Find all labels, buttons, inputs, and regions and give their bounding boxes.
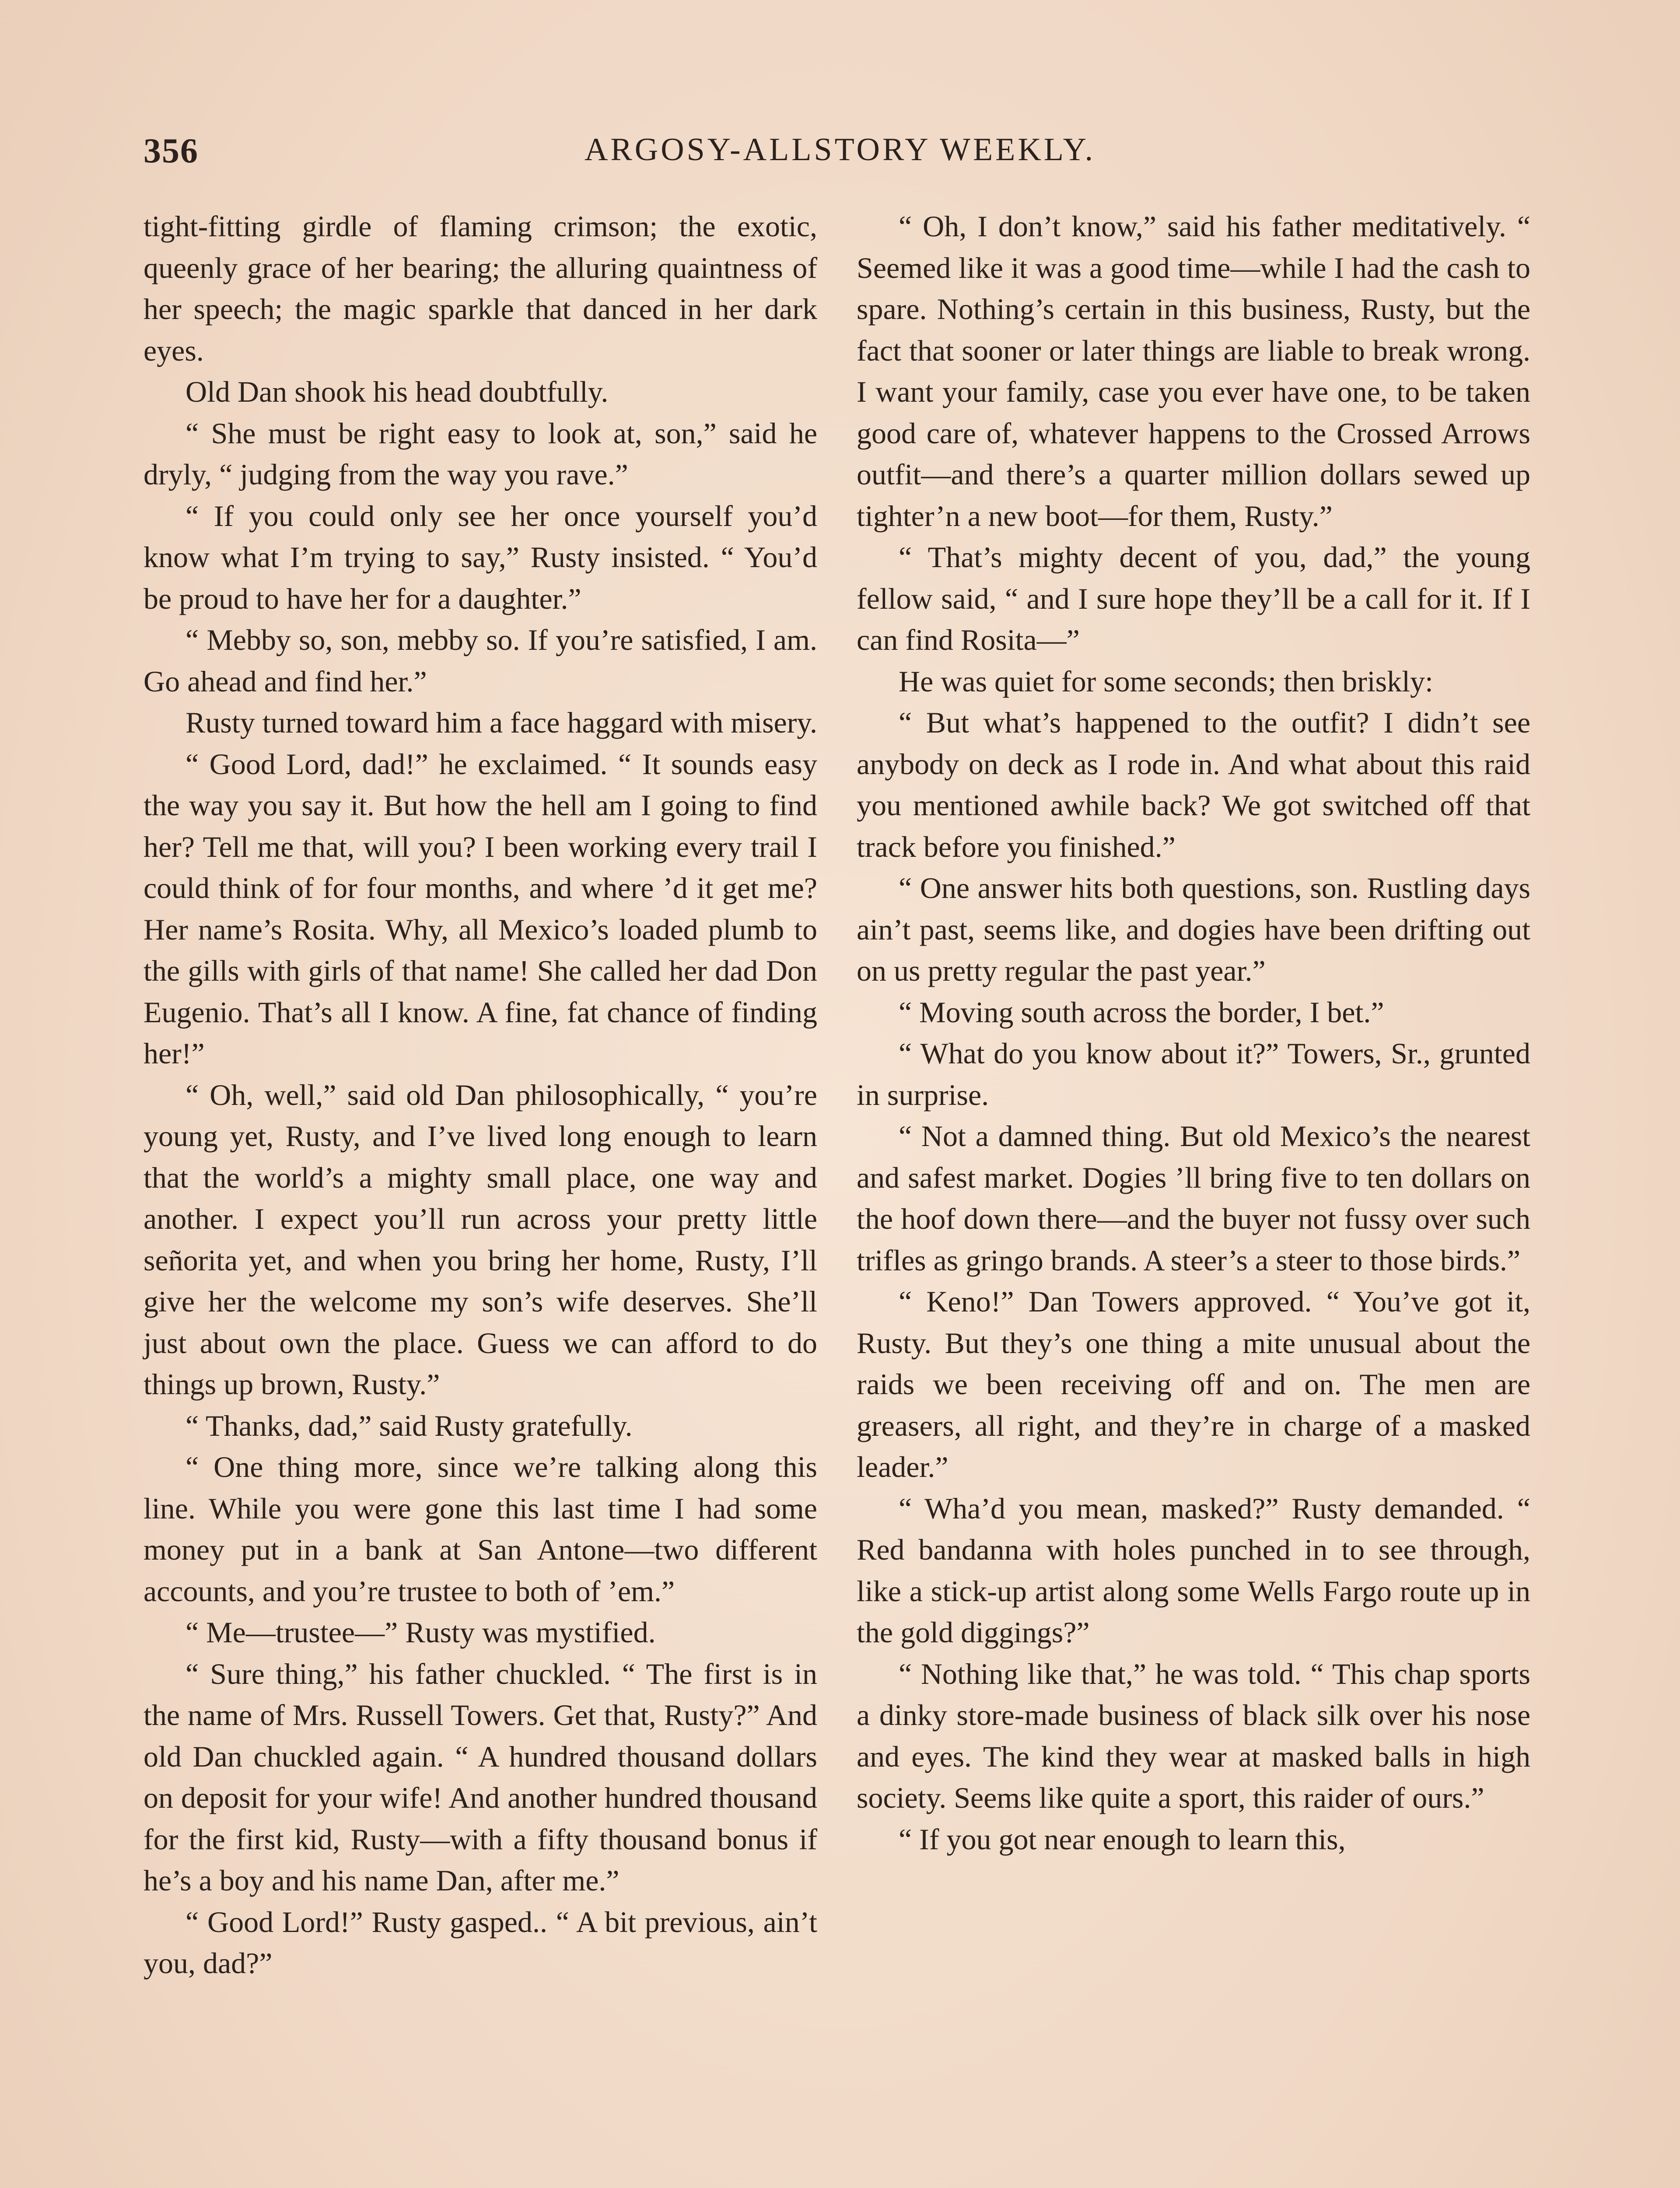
paragraph: “ One answer hits both questions, son. Rustling days ain’t past, seems like, and dogies have been drifting out on us pretty regular the past year.”: [857, 871, 1530, 987]
paragraph: “ Nothing like that,” he was told. “ This chap sports a dinky store-made business of black silk over his nose and eyes. The kind they wear at masked balls in high society. Seems like quite a sport, this raider of ours.”: [857, 1657, 1530, 1814]
paragraph: “ Oh, well,” said old Dan philosophically, “ you’re young yet, Rusty, and I’ve lived long enough to learn that the world’s a mighty small place, one way and another. I expect you’ll run across your pretty little señorita yet, and when you bring her home, Rusty, I’ll give her the welcome my son’s wife deserves. She’ll just about own the place. Guess we can afford to do things up brown, Rusty.”: [144, 1078, 817, 1401]
paragraph: “ One thing more, since we’re talking along this line. While you were gone this last time I had some money put in a bank at San Antone—two different accounts, and you’re trustee to both of ’em.”: [144, 1450, 817, 1608]
paragraph: “ But what’s happened to the outfit? I didn’t see anybody on deck as I rode in. And what about this raid you mentioned awhile back? We got switched off that track before you finished.”: [857, 706, 1530, 863]
paragraph: He was quiet for some seconds; then briskly:: [899, 664, 1433, 698]
paragraph: “ That’s mighty decent of you, dad,” the young fellow said, “ and I sure hope they’ll be a call for it. If I can find Rosita—”: [857, 540, 1530, 656]
paragraph: “ She must be right easy to look at, son,” said he dryly, “ judging from the way you rave.”: [144, 416, 817, 491]
paragraph: Rusty turned toward him a face haggard with misery.: [186, 706, 817, 739]
paragraph: “ Keno!” Dan Towers approved. “ You’ve got it, Rusty. But they’s one thing a mite unusual about the raids we been receiving off and on. The men are greasers, all right, and they’re in charge of a masked leader.”: [857, 1285, 1530, 1483]
right-column: [857, 206, 1530, 1860]
paragraph: “ Moving south across the border, I bet.”: [899, 995, 1384, 1029]
page-header: [144, 131, 1536, 184]
paragraph: “ Sure thing,” his father chuckled. “ The first is in the name of Mrs. Russell Towers. Get that, Rusty?” And old Dan chuckled again. “ A hundred thousand dollars on deposit for your wife! And another hundred thousand for the first kid, Rusty—with a fifty thousand bonus if he’s a boy and his name Dan, after me.”: [144, 1657, 817, 1897]
paragraph: “ What do you know about it?” Towers, Sr., grunted in surprise.: [857, 1037, 1530, 1112]
paragraph: “ Wha’d you mean, masked?” Rusty demanded. “ Red bandanna with holes punched in to see through, like a stick-up artist along some Wells Fargo route up in the gold diggings?”: [857, 1491, 1530, 1649]
paragraph: “ If you could only see her once yourself you’d know what I’m trying to say,” Rusty insisted. “ You’d be proud to have her for a daughter.”: [144, 499, 817, 615]
paragraph: Old Dan shook his head doubtfully.: [186, 375, 609, 408]
paragraph: “ Not a damned thing. But old Mexico’s the nearest and safest market. Dogies ’ll bring five to ten dollars on the hoof down there—and the buyer not fussy over such trifles as gringo brands. A steer’s a steer to those birds.”: [857, 1119, 1530, 1277]
paragraph: “ Me—trustee—” Rusty was mystified.: [186, 1616, 656, 1649]
paragraph: “ Thanks, dad,” said Rusty gratefully.: [186, 1409, 633, 1442]
left-column: [144, 206, 817, 1984]
paragraph: “ Mebby so, son, mebby so. If you’re satisfied, I am. Go ahead and find her.”: [144, 623, 817, 698]
paragraph: “ If you got near enough to learn this,: [899, 1822, 1346, 1856]
paragraph: “ Good Lord, dad!” he exclaimed. “ It sounds easy the way you say it. But how the hell am I going to find her? Tell me that, will you? I been working every trail I could think of for four months, and where ’d it get me? Her name’s Rosita. Why, all Mexico’s loaded plumb to the gills with girls of that name! She called her dad Don Eugenio. That’s all I know. A fine, fat chance of finding her!”: [144, 747, 817, 1070]
paragraph: tight-fitting girdle of flaming crimson; the exotic, queenly grace of her bearing; the alluring quaintness of her speech; the magic sparkle that danced in her dark eyes.: [144, 210, 817, 367]
running-head: ARGOSY-ALLSTORY WEEKLY.: [584, 132, 1096, 168]
page-number: 356: [144, 132, 199, 170]
paragraph: “ Good Lord!” Rusty gasped.. “ A bit previous, ain’t you, dad?”: [144, 1905, 817, 1980]
paragraph: “ Oh, I don’t know,” said his father meditatively. “ Seemed like it was a good time—while I had the cash to spare. Nothing’s certain in this business, Rusty, but the fact that sooner or later things are liable to break wrong. I want your family, case you ever have one, to be taken good care of, whatever happens to the Crossed Arrows outfit—and there’s a quarter million dollars sewed up tighter’n a new boot—for them, Rusty.”: [857, 210, 1530, 533]
